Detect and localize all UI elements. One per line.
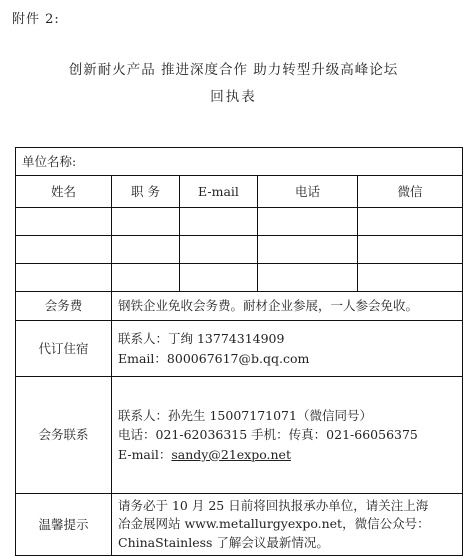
affairs-contact: 联系人：孙先生 15007171071（微信同号）: [118, 407, 372, 423]
affairs-contact-block: [112, 377, 462, 493]
tips-block: [112, 494, 462, 555]
hotel-contact: 联系人：丁绚 13774314909: [118, 331, 285, 347]
column-header-wechat: 微信: [397, 183, 423, 199]
tips-line-1: 请务必于 10 月 25 日前将回执报承办单位，请关注上海: [118, 498, 429, 514]
affairs-label: 会务联系: [38, 427, 89, 443]
hotel-label: 代订住宿: [38, 340, 89, 356]
affairs-email-prefix: E-mail：: [118, 446, 172, 462]
fee-text: 钢铁企业免收会务费。耐材企业参展，一人参会免收。: [118, 298, 419, 314]
fee-label: 会务费: [44, 298, 83, 314]
column-header-email: E-mail: [198, 183, 239, 199]
table-rule: [15, 235, 463, 236]
tips-line-3: ChinaStainless 了解会议最新情况。: [118, 534, 329, 550]
affairs-email-line: [118, 445, 291, 464]
table-border-right: [462, 147, 463, 556]
table-border-bottom: [15, 555, 463, 556]
tips-line-2: 冶金展网站 www.metallurgyexpo.net，微信公众号：: [118, 516, 430, 532]
annex-label: 附件 2:: [12, 12, 60, 27]
table-rule: [15, 207, 463, 208]
hotel-contact-block: [112, 321, 462, 376]
column-header-name: 姓名: [50, 183, 76, 199]
column-header-position: 职 务: [131, 183, 160, 199]
document-title: 创新耐火产品 推进深度合作 助力转型升级高峰论坛: [68, 62, 399, 78]
tips-label: 温馨提示: [38, 516, 89, 532]
column-header-phone: 电话: [294, 183, 320, 199]
unit-name-label: 单位名称:: [22, 153, 77, 169]
affairs-email-link[interactable]: sandy@21expo.net: [171, 446, 291, 462]
affairs-phone: 电话：021-62036315 手机：传真：021-66056375: [118, 427, 418, 443]
table-rule: [15, 263, 463, 264]
document-subtitle: 回执表: [210, 89, 257, 105]
hotel-email: Email：800067617@b.qq.com: [118, 350, 310, 366]
